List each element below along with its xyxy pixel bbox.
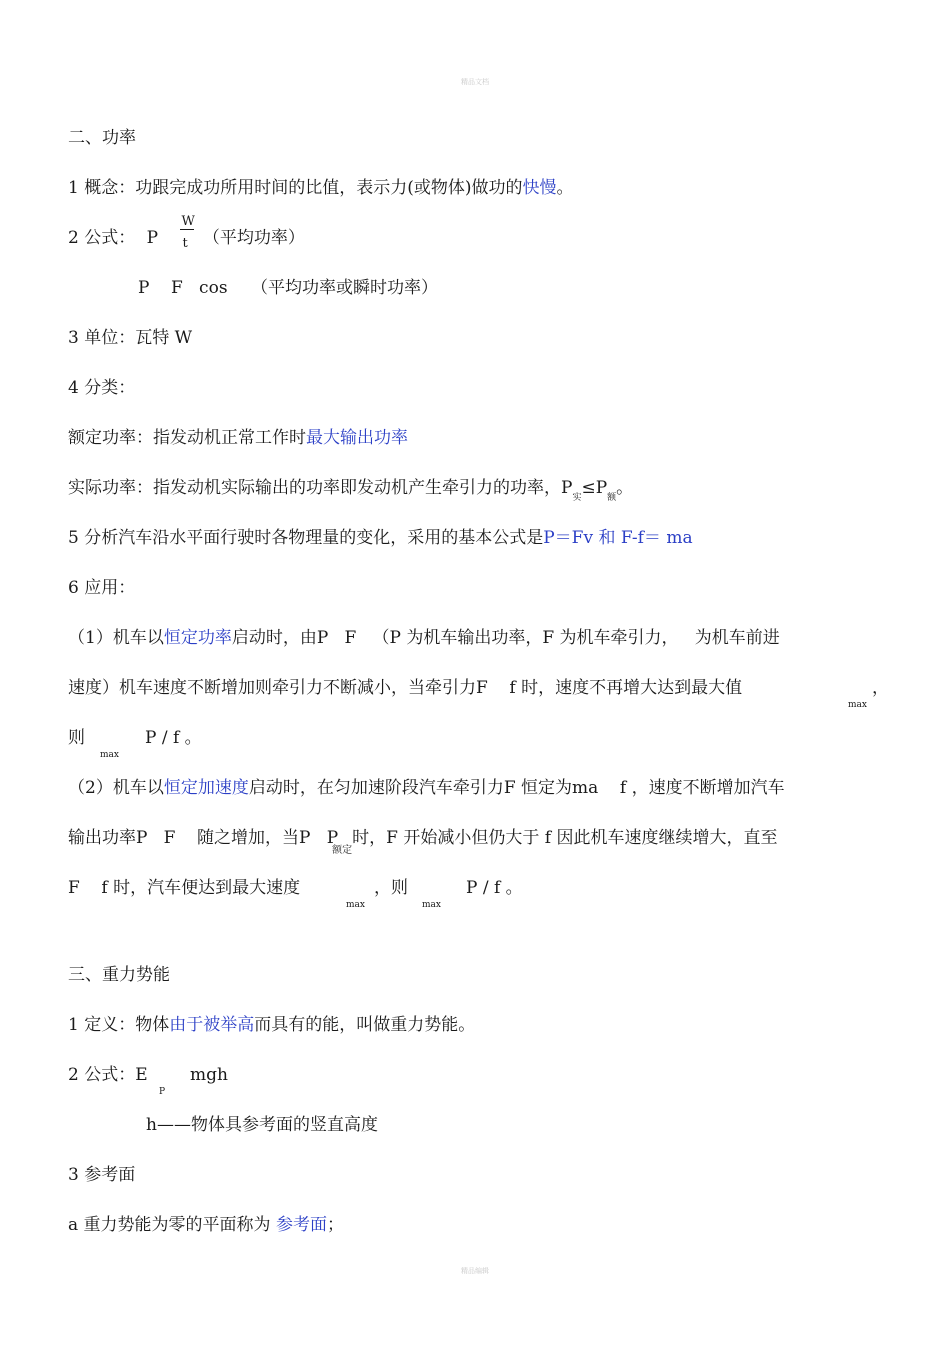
case1-line2: 速度）机车速度不断增加则牵引力不断减小，当牵引力F f 时，速度不再增大达到最大值 xyxy=(68,678,743,698)
case2-then: ，则 xyxy=(374,878,408,898)
watermark-bottom: 精品编辑 xyxy=(461,1267,489,1275)
section-heading-power: 二、功率 xyxy=(68,128,136,148)
reference-plane-heading: 3 参考面 xyxy=(68,1165,136,1185)
case1-line1: （1）机车以恒定功率启动时，由P F （P 为机车输出功率，F 为机车牵引力， 为机车前进 xyxy=(68,628,780,648)
highlight-max-output: 最大输出功率 xyxy=(306,428,408,448)
gravity-height-def: h——物体具参考面的竖直高度 xyxy=(146,1115,378,1135)
power-concept: 1 概念：功跟完成功所用时间的比值，表示力(或物体)做功的快慢。 xyxy=(68,178,574,198)
highlight-lifted: 由于被举高 xyxy=(169,1015,255,1035)
case2-sub-max-2: max xyxy=(422,900,441,910)
case2-line2: 输出功率P F 随之增加，当P $P_{额定}$时，F 开始减小但仍大于 f 因此机车速度继续增大，直至 xyxy=(68,828,778,856)
case1-sub-max: max xyxy=(848,700,867,710)
section-heading-gravity: 三、重力势能 xyxy=(68,965,170,985)
case2-line1: （2）机车以恒定加速度启动时，在匀加速阶段汽车牵引力F 恒定为ma f ，速度不断增加汽车 xyxy=(68,778,785,798)
application-heading: 6 应用： xyxy=(68,578,136,598)
case1-result: P / f 。 xyxy=(145,728,202,748)
case1-sub-max-2: max xyxy=(100,750,119,760)
highlight-speed: 快慢 xyxy=(522,178,557,198)
case2-line3: F f 时，汽车便达到最大速度 xyxy=(68,878,301,898)
gravity-definition: 1 定义：物体由于被举高而具有的能，叫做重力势能。 xyxy=(68,1015,476,1035)
highlight-reference-plane: 参考面 xyxy=(275,1215,327,1235)
power-formula-average: 2 公式： P $\frac{W}{t}$ （平均功率） xyxy=(68,214,305,251)
gravity-sub-p: P xyxy=(159,1087,166,1097)
power-unit: 3 单位：瓦特 W xyxy=(68,328,193,348)
reference-plane-def: a 重力势能为零的平面称为 参考面； xyxy=(68,1215,344,1235)
analysis-formula: 5 分析汽车沿水平面行驶时各物理量的变化，采用的基本公式是P＝Fv 和 F-f＝ ma xyxy=(68,528,693,548)
fraction-w-over-t: $\frac{W}{t}$ xyxy=(181,214,195,251)
case1-line3: 则 xyxy=(68,728,85,748)
power-formula-instant: P F cos （平均功率或瞬时功率） xyxy=(138,278,438,298)
highlight-formula: P＝Fv 和 F-f＝ ma xyxy=(543,528,693,548)
gravity-mgh: mgh xyxy=(190,1065,228,1085)
case1-comma: ， xyxy=(872,678,889,698)
watermark-top: 精品文档 xyxy=(461,78,489,86)
rated-power: 额定功率：指发动机正常工作时最大输出功率 xyxy=(68,428,408,448)
power-classification: 4 分类： xyxy=(68,378,136,398)
gravity-formula: 2 公式：E xyxy=(68,1065,148,1085)
actual-power: 实际功率：指发动机实际输出的功率即发动机产生牵引力的功率，$P_实\le P_额$。 xyxy=(68,478,634,503)
highlight-constant-power: 恒定功率 xyxy=(163,628,232,648)
highlight-constant-acceleration: 恒定加速度 xyxy=(163,778,249,798)
case2-result: P / f 。 xyxy=(466,878,523,898)
case2-sub-max: max xyxy=(346,900,365,910)
